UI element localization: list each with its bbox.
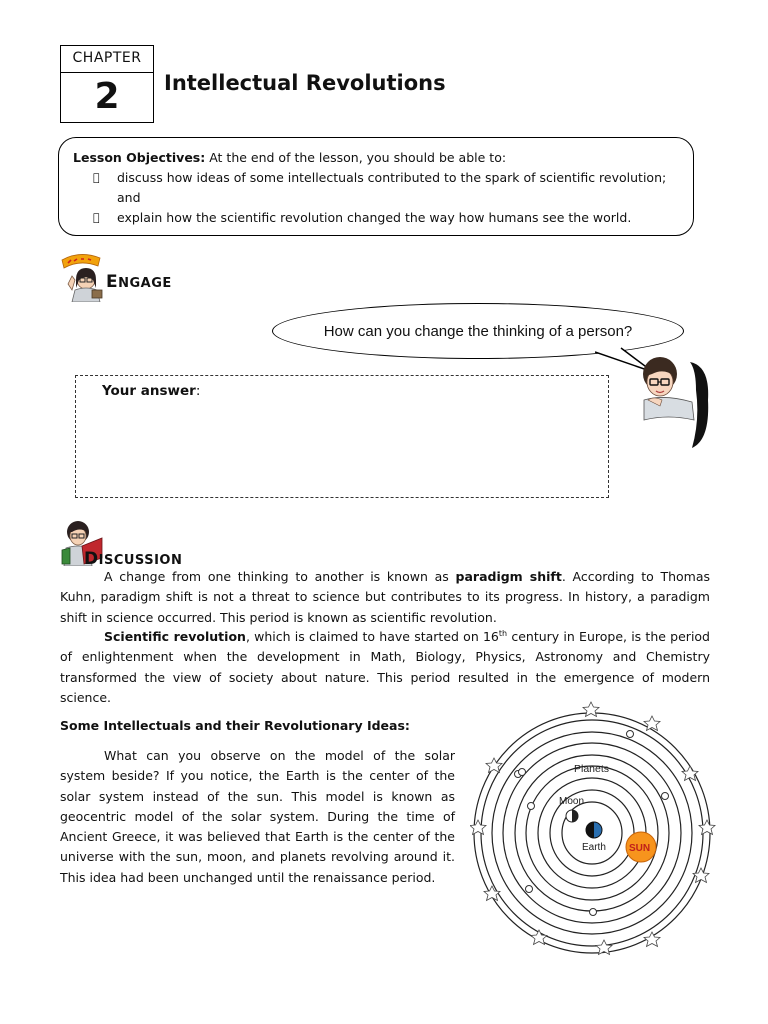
engage-heading <box>106 272 172 292</box>
chapter-label: CHAPTER <box>72 50 142 66</box>
star-icon <box>699 820 715 835</box>
chapter-title: Intellectual Revolutions <box>164 71 446 95</box>
sun-label: SUN <box>629 843 651 854</box>
discussion-heading <box>84 549 182 569</box>
teacher-avatar-icon <box>60 250 106 302</box>
objective-item <box>73 208 679 228</box>
geocentric-model-diagram <box>470 700 720 958</box>
star-icon <box>470 820 486 835</box>
p1-text-b: . According to Thomas Kuhn, paradigm shift is not a threat to science but contributes to its progress. In history, a paradigm shift in science occurred. This period is known as scientific revolution. <box>60 569 711 625</box>
p1-bold-term: paradigm shift <box>455 569 562 584</box>
planet-icon <box>662 793 669 800</box>
star-icon <box>644 932 660 947</box>
star-icon <box>484 886 500 901</box>
planet-icon <box>528 803 535 810</box>
objective-text: explain how the scientific revolution changed the way how humans see the world. <box>117 210 632 225</box>
chapter-box <box>60 45 154 123</box>
objectives-intro <box>73 148 679 168</box>
chapter-divider <box>61 72 153 73</box>
p2-text-b: century in Europe, is the period of enlightenment when the development in Math, Biology, Physics, Astronomy and Chemistry transformed the view of society about nature. This period resulted in the emergence of modern science. <box>60 629 710 705</box>
star-icon <box>644 716 660 731</box>
answer-label <box>102 383 200 399</box>
planet-icon <box>526 886 533 893</box>
objective-item <box>73 168 679 208</box>
girl-peeking-avatar-icon <box>634 350 714 450</box>
engage-rest: NGAGE <box>118 276 172 291</box>
planet-icon <box>627 731 634 738</box>
lesson-objectives-box <box>58 137 694 236</box>
discussion-initial: D <box>84 549 99 569</box>
p2-superscript: th <box>498 628 508 638</box>
engage-initial: E <box>106 272 119 292</box>
chapter-number: 2 <box>94 76 120 117</box>
p2-bold-term: Scientific revolution <box>104 629 246 644</box>
answer-label-text: Your answer <box>102 383 196 399</box>
paragraph-scientific-revolution <box>60 627 710 708</box>
paragraph-geocentric-model: What can you observe on the model of the solar system beside? If you notice, the Earth is the center of the solar system instead of the sun. This model is known as geocentric model of the solar system. During the time of Ancient Greece, it was believed that Earth is the center of the universe with the sun, moon, and planets revolving around it. This idea had been unchanged until the renaissance period. <box>60 748 455 885</box>
intellectuals-subheading: Some Intellectuals and their Revolutionary Ideas: <box>60 718 410 733</box>
engage-question: How can you change the thinking of a person? <box>323 322 633 340</box>
moon-label: Moon <box>559 796 585 807</box>
planet-icon <box>590 909 597 916</box>
answer-box[interactable] <box>75 375 609 498</box>
earth-label: Earth <box>582 842 606 853</box>
objectives-heading: Lesson Objectives: <box>73 150 206 165</box>
objective-text: discuss how ideas of some intellectuals contributed to the spark of scientific revolution; and <box>117 170 667 205</box>
star-icon <box>682 766 698 781</box>
answer-label-colon: : <box>195 383 201 399</box>
star-icon <box>583 702 599 717</box>
objectives-intro-text: At the end of the lesson, you should be able to: <box>205 150 507 165</box>
planets-label: Planets <box>574 763 610 775</box>
p1-text-a: A change from one thinking to another is known as <box>104 569 456 584</box>
planet-icon <box>519 769 526 776</box>
p2-text-a: , which is claimed to have started on 16 <box>245 629 499 644</box>
checkbox-bullet-icon <box>93 168 117 208</box>
discussion-rest: ISCUSSION <box>98 553 183 568</box>
checkbox-bullet-icon <box>93 208 117 228</box>
paragraph-paradigm-shift <box>60 567 710 628</box>
